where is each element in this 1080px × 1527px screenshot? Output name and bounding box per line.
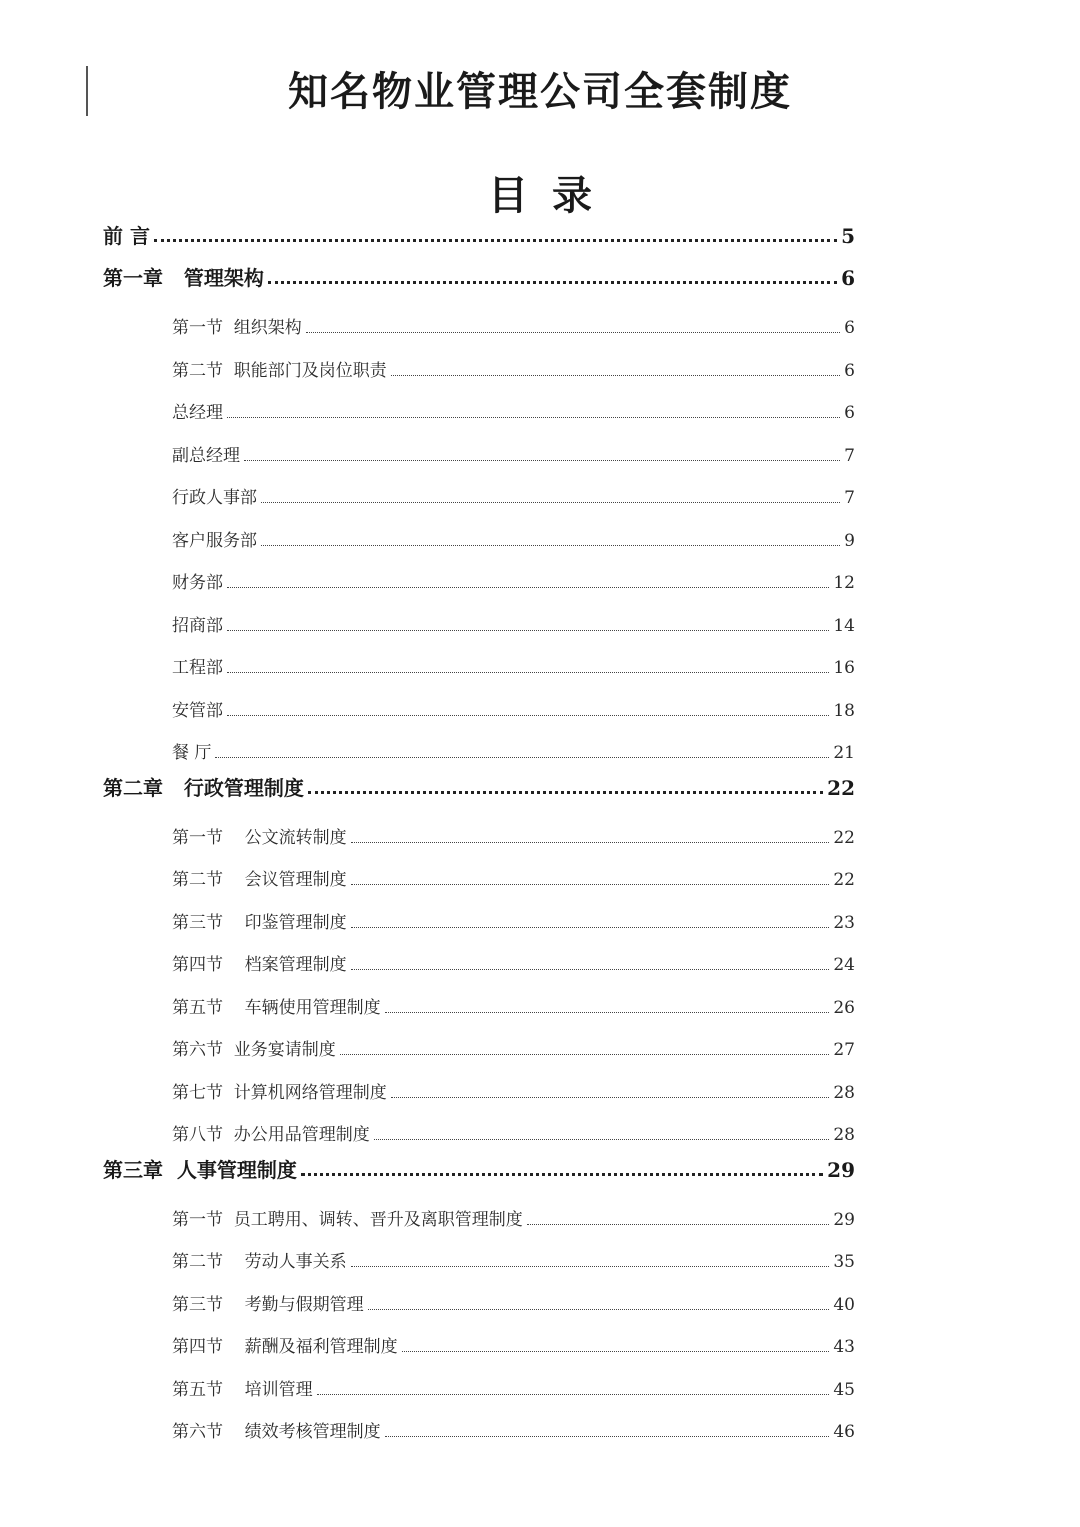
toc-entry-section[interactable] [172, 1206, 855, 1230]
toc-entry-label: 前 言 [103, 224, 150, 248]
dot-leader [317, 1394, 830, 1395]
toc-entry-section[interactable] [172, 824, 855, 848]
toc-entry-label: 餐 厅 [172, 742, 212, 763]
toc-entry-section[interactable] [172, 314, 855, 338]
toc-entry-section[interactable] [172, 357, 855, 381]
dot-leader [154, 239, 837, 242]
dot-leader [402, 1351, 830, 1352]
dot-leader [215, 757, 829, 758]
toc-entry-section[interactable] [172, 739, 855, 763]
dot-leader [227, 630, 829, 631]
toc-page-number: 22 [833, 827, 855, 848]
toc-entry-label: 第二节 劳动人事关系 [172, 1251, 347, 1272]
toc-page-number: 6 [844, 402, 855, 423]
dot-leader [385, 1012, 830, 1013]
dot-leader [261, 545, 840, 546]
toc-entry-section[interactable] [172, 1418, 855, 1442]
toc-entry-label: 第五节 培训管理 [172, 1379, 313, 1400]
toc-page-number: 7 [844, 445, 855, 466]
toc-entry-section[interactable] [172, 1333, 855, 1357]
dot-leader [391, 375, 840, 376]
dot-leader [391, 1097, 830, 1098]
toc-page-number: 12 [833, 572, 855, 593]
dot-leader [308, 791, 823, 794]
toc-entry-label: 第一节 员工聘用、调转、晋升及离职管理制度 [172, 1209, 523, 1230]
dot-leader [351, 1266, 830, 1267]
toc-entry-section[interactable] [172, 1036, 855, 1060]
toc-page-number: 6 [844, 360, 855, 381]
toc-page-number: 9 [844, 530, 855, 551]
toc-page-number: 22 [833, 869, 855, 890]
toc-entry-section[interactable] [172, 994, 855, 1018]
toc-page-number: 5 [841, 224, 855, 248]
toc-entry-label: 第三章 人事管理制度 [103, 1158, 297, 1182]
toc-page-number: 29 [827, 1158, 855, 1182]
toc-page-number: 28 [833, 1124, 855, 1145]
toc-entry-label: 第三节 印鉴管理制度 [172, 912, 347, 933]
dot-leader [268, 281, 837, 284]
toc-page-number: 7 [844, 487, 855, 508]
dot-leader [227, 587, 829, 588]
toc-entry-chapter-1[interactable] [103, 262, 855, 290]
toc-entry-preface[interactable] [103, 220, 855, 248]
dot-leader [306, 332, 840, 333]
toc-entry-label: 财务部 [172, 572, 223, 593]
dot-leader [227, 417, 840, 418]
toc-page-number: 24 [833, 954, 855, 975]
toc-entry-label: 第六节 绩效考核管理制度 [172, 1421, 381, 1442]
toc-page-number: 6 [841, 266, 855, 290]
toc-entry-section[interactable] [172, 951, 855, 975]
toc-entry-section[interactable] [172, 654, 855, 678]
toc-entry-section[interactable] [172, 909, 855, 933]
toc-entry-label: 第一节 组织架构 [172, 317, 302, 338]
toc-page-number: 35 [833, 1251, 855, 1272]
dot-leader [385, 1436, 830, 1437]
toc-entry-label: 行政人事部 [172, 487, 257, 508]
toc-page-number: 6 [844, 317, 855, 338]
toc-page-number: 16 [833, 657, 855, 678]
toc-entry-label: 工程部 [172, 657, 223, 678]
dot-leader [368, 1309, 830, 1310]
dot-leader [351, 884, 830, 885]
toc-entry-label: 副总经理 [172, 445, 240, 466]
toc-entry-section[interactable] [172, 1121, 855, 1145]
toc-entry-label: 第一节 公文流转制度 [172, 827, 347, 848]
toc-entry-label: 第四节 薪酬及福利管理制度 [172, 1336, 398, 1357]
toc-page-number: 27 [833, 1039, 855, 1060]
dot-leader [351, 842, 830, 843]
dot-leader [351, 927, 830, 928]
toc-page-number: 14 [833, 615, 855, 636]
dot-leader [227, 672, 829, 673]
toc-page-number: 46 [833, 1421, 855, 1442]
dot-leader [351, 969, 830, 970]
dot-leader [261, 502, 840, 503]
toc-entry-section[interactable] [172, 399, 855, 423]
dot-leader [301, 1173, 823, 1176]
toc-page-number: 26 [833, 997, 855, 1018]
toc-entry-section[interactable] [172, 697, 855, 721]
document-title: 知名物业管理公司全套制度 [288, 68, 792, 115]
toc-entry-label: 第三节 考勤与假期管理 [172, 1294, 364, 1315]
toc-entry-label: 第五节 车辆使用管理制度 [172, 997, 381, 1018]
toc-entry-label: 第二章 行政管理制度 [103, 776, 304, 800]
toc-page-number: 43 [833, 1336, 855, 1357]
dot-leader [374, 1139, 830, 1140]
toc-entry-section[interactable] [172, 569, 855, 593]
toc-page-number: 45 [833, 1379, 855, 1400]
toc-entry-chapter-2[interactable] [103, 772, 855, 800]
toc-page-number: 29 [833, 1209, 855, 1230]
toc-entry-section[interactable] [172, 866, 855, 890]
toc-entry-section[interactable] [172, 442, 855, 466]
toc-entry-label: 第七节 计算机网络管理制度 [172, 1082, 387, 1103]
toc-page-number: 22 [827, 776, 855, 800]
toc-entry-label: 客户服务部 [172, 530, 257, 551]
toc-entry-label: 第八节 办公用品管理制度 [172, 1124, 370, 1145]
toc-entry-section[interactable] [172, 1376, 855, 1400]
dot-leader [340, 1054, 830, 1055]
toc-page-number: 28 [833, 1082, 855, 1103]
dot-leader [227, 715, 829, 716]
dot-leader [244, 460, 840, 461]
toc-entry-section[interactable] [172, 1079, 855, 1103]
dot-leader [527, 1224, 830, 1225]
toc-entry-label: 第二节 职能部门及岗位职责 [172, 360, 387, 381]
toc-entry-label: 第一章 管理架构 [103, 266, 264, 290]
toc-entry-label: 招商部 [172, 615, 223, 636]
toc-entry-section[interactable] [172, 484, 855, 508]
toc-page-number: 40 [833, 1294, 855, 1315]
toc-page-number: 18 [833, 700, 855, 721]
toc-entry-label: 安管部 [172, 700, 223, 721]
toc-entry-section[interactable] [172, 612, 855, 636]
toc-entry-section[interactable] [172, 1291, 855, 1315]
toc-entry-label: 第六节 业务宴请制度 [172, 1039, 336, 1060]
toc-page-number: 21 [833, 742, 855, 763]
toc-entry-section[interactable] [172, 527, 855, 551]
toc-entry-label: 第二节 会议管理制度 [172, 869, 347, 890]
toc-entry-section[interactable] [172, 1248, 855, 1272]
toc-heading: 目录 [488, 172, 616, 219]
toc-page-number: 23 [833, 912, 855, 933]
toc-entry-label: 第四节 档案管理制度 [172, 954, 347, 975]
toc-entry-chapter-3[interactable] [103, 1154, 855, 1182]
toc-entry-label: 总经理 [172, 402, 223, 423]
